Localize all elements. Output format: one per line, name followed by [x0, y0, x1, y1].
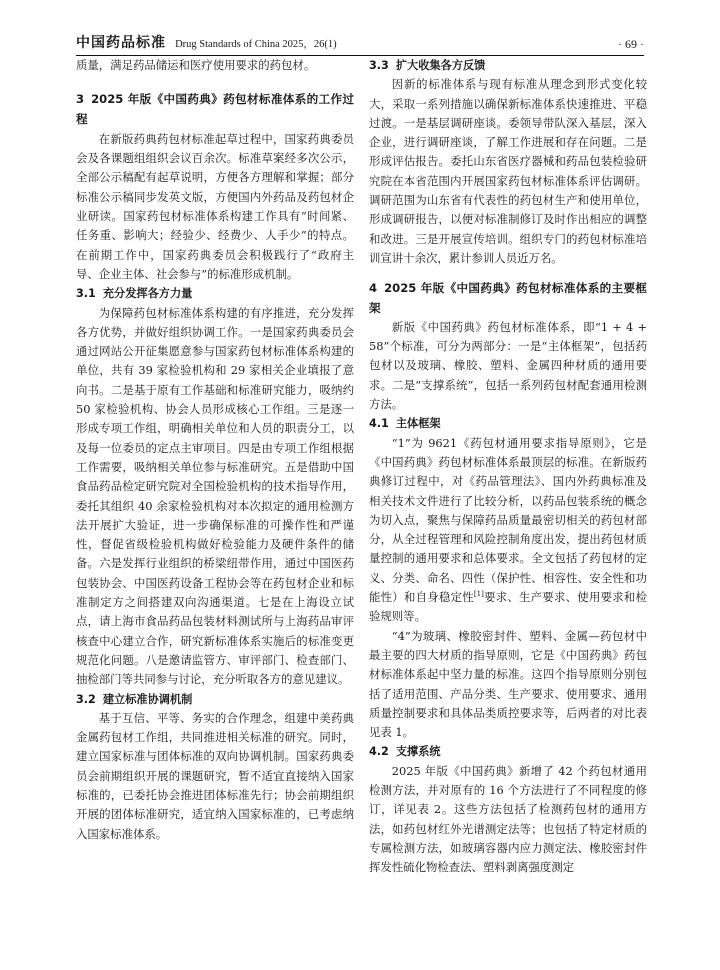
paragraph-text: 要求、生产要求、使用要求和检验规则等。 [369, 590, 647, 624]
section-number: 4 [369, 281, 378, 296]
subsection-number: 3.1 [76, 287, 96, 301]
subsection-number: 4.2 [369, 745, 389, 759]
section-title: 2025 年版《中国药典》药包材标准体系的主要框架 [369, 281, 647, 315]
paragraph: 新版《中国药典》药包材标准体系，即“1 + 4 + 58”个标准，可分为两部分：一是“主体框架”，包括药包材以及玻璃、橡胶、塑料、金属四种材质的通用要求。二是“支撑系统”，包括一系列药包材配套通用检测方法。 [369, 319, 647, 412]
running-header [76, 28, 644, 56]
subsection-heading-3-3 [369, 56, 647, 75]
journal-name-en: Drug Standards of China 2025，26(1) [175, 39, 337, 50]
continued-paragraph: 质量，满足药品储运和医疗使用要求的药包材。 [76, 58, 316, 72]
section-number: 3 [76, 92, 85, 107]
subsection-heading-3-1 [76, 284, 354, 303]
paragraph: 因新的标准体系与现有标准从理念到形式变化较大，采取一系列措施以确保新标准体系快速推进、平稳过渡。一是基层调研座谈。委领导带队深入基层，深入企业，进行调研座谈，了解工作进展和存在问题。二是形成评估报告。委托山东省医疗器械和药品包装检验研究院在本省范围内开展国家药包材标准体系评估调研。调研范围为山东省有代表性的药包材生产和使用单位，形成调研报告，以便对标准制修订及时作出相应的调整和改进。三是开展宣传培训。组织专门的药包材标准培训宣讲十余次，累计参训人员近万名。 [369, 77, 647, 265]
left-column [76, 56, 354, 844]
section-heading-3 [76, 90, 354, 129]
paragraph-text: “1”为 9621《药包材通用要求指导原则》，它是《中国药典》药包材标准体系最顶层的标准。在新版药典修订过程中，对《药品管理法》、国内外药典标准及相关技术文件进行了比较分析，以药品包装系统的概念为切入点，聚焦与保障药品质量最密切相关的药包材部分，从全过程管理和风险控制角度出发，提出药包材质量控制的通用要求和总体要求。全文包括了药包材的定义、分类、命名、四性（保护性、相容性、安全性和功能性）和自身稳定性 [369, 435, 647, 605]
subsection-number: 3.2 [76, 692, 96, 706]
journal-title [76, 32, 337, 52]
subsection-number: 3.3 [369, 59, 389, 72]
paragraph: “4”为玻璃、橡胶密封件、塑料、金属—药包材中最主要的四大材质的指导原则，它是《中国药典》药包材标准体系起中坚力量的标准。这四个指导原则分别包括了适用范围、产品分类、生产要求、使用要求、通用质量控制要求和具体品类质控要求等，后两者的对比表见表 1。 [369, 628, 647, 740]
subsection-heading-4-1 [369, 414, 647, 433]
paragraph: 为保障药包材标准体系构建的有序推进，充分发挥各方优势，并做好组织协调工作。一是国家药典委员会通过网站公开征集愿意参与国家药包材标准体系构建的单位，共有 39 家检验机构和 29 家相关企业填报了意向书。二是基于原有工作基础和标准研究能力，吸纳约 50 家检验机构、协会人员形成核心工作组。三是逐一形成专项工作组，明确相关单位和人员的职责分工，以及每一位委员的定点主审项目。四是由专项工作组根据工作需要，吸纳相关单位参与标准研究。五是借助中国食品药品检定研究院对全国检验机构的技术指导作用，委托其组织 40 余家检验机构对本次拟定的通用检测方法开展扩大验证，进一步确保标准的可操作性和严谨性，督促省级检验机构做好检验能力及硬件条件的储备。六是发挥行业组织的桥梁纽带作用，通过中国医药包装协会、中国医药设备工程协会等在药包材企业和标准制定方之间搭建双向沟通渠道。七是在上海设立试点，请上海市食品药品包装材料测试所与上海药品审评核查中心建立合作，研究新标准体系实施后的标准变更规范化问题。八是邀请监管方、审评部门、检查部门、抽检部门等共同参与讨论，充分听取各方的意见建议。 [76, 305, 354, 687]
subsection-heading-3-2 [76, 690, 354, 709]
paragraph: 在新版药典药包材标准起草过程中，国家药典委员会及各课题组组织会议百余次。标准草案经多次公示，全部公示稿配有起草说明，方便各方理解和掌握；部分标准公示稿同步发英文版，方便国内外药品及药包材企业研读。国家药包材标准体系构建工作具有“时间紧、任务重、影响大；经验少、经费少、人手少”的特点。在前期工作中，国家药典委员会积极践行了“政府主导、企业主体、社会参与”的标准形成机制。 [76, 131, 354, 281]
section-heading-4 [369, 279, 647, 318]
subsection-title: 主体框架 [395, 417, 441, 431]
section-title: 2025 年版《中国药典》药包材标准体系的工作过程 [76, 92, 354, 126]
subsection-number: 4.1 [369, 417, 389, 431]
citation-ref: [1] [473, 590, 484, 599]
subsection-title: 扩大收集各方反馈 [395, 59, 486, 72]
paragraph [369, 434, 647, 627]
subsection-title: 支撑系统 [395, 745, 441, 759]
paragraph: 2025 年版《中国药典》新增了 42 个药包材通用检测方法，并对原有的 16 个方法进行了不同程度的修订，详见表 2。这些方法包括了检测药包材的通用方法，如药包材红外光谱测定法等；也包括了特定材质的专属检测方法，如玻璃容器内应力测定法、橡胶密封件挥发性硫化物检查法、塑料剥离强度测定 [369, 763, 647, 875]
page-number: · 69 · [618, 37, 644, 51]
subsection-title: 充分发挥各方力量 [102, 287, 193, 301]
paragraph: 基于互信、平等、务实的合作理念，组建中美药典金属药包材工作组，共同推进相关标准的研究。同时，建立国家标准与团体标准的双向协调机制。国家药典委员会前期组织开展的课题研究，暂不适宜直接纳入国家标准的，已委托协会推进团体标准先行；协会前期组织开展的团体标准研究，适宜纳入国家标准的，已考虑纳入国家标准体系。 [76, 710, 354, 841]
subsection-heading-4-2 [369, 742, 647, 761]
journal-name-zh: 中国药品标准 [76, 35, 166, 51]
subsection-title: 建立标准协调机制 [102, 692, 193, 706]
right-column [369, 56, 647, 877]
